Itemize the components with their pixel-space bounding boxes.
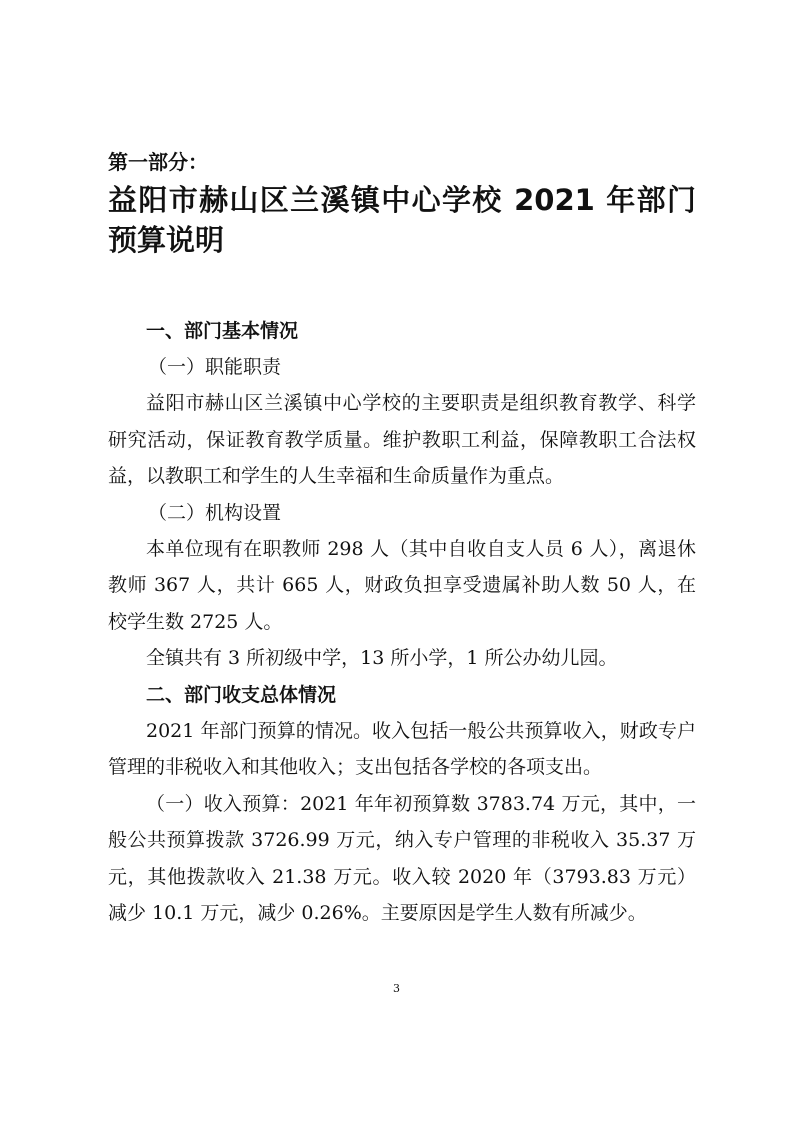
document-body: [108, 148, 696, 932]
schools-paragraph: 全镇共有 3 所初级中学，13 所小学，1 所公办幼儿园。: [146, 647, 618, 669]
section-1-sub-2-heading: （二）机构设置: [148, 501, 282, 524]
document-title: 益阳市赫山区兰溪镇中心学校 2021 年部门预算说明: [108, 183, 696, 257]
income-budget-paragraph: （一）收入预算：2021 年年初预算数 3783.74 万元，其中，一般公共预算拨款 3726.99 万元，纳入专户管理的非税收入 35.37 万元，其他拨款收入 21.38 万元。收入较 2020 年（3793.83 万元）减少 10.1 万元，减少 0.26%。主要原因是学生人数有所减少。: [108, 792, 696, 924]
title-spacer: [108, 260, 696, 313]
part-label: 第一部分：: [108, 150, 208, 174]
section-1-sub-1-heading: （一）职能职责: [148, 356, 282, 378]
page-number: 3: [393, 982, 400, 995]
section-2-heading: 二、部门收支总体情况: [146, 683, 337, 706]
duties-paragraph: 益阳市赫山区兰溪镇中心学校的主要职责是组织教育教学、科学研究活动，保证教育教学质量。维护教职工利益，保障教职工合法权益，以教职工和学生的人生幸福和生命质量作为重点。: [108, 392, 696, 487]
staff-paragraph: 本单位现有在职教师 298 人（其中自收自支人员 6 人），离退休教师 367 人，共计 665 人，财政负担享受遗属补助人数 50 人，在校学生数 2725 人。: [108, 537, 696, 633]
budget-overview-paragraph: 2021 年部门预算的情况。收入包括一般公共预算收入，财政专户管理的非税收入和其他收入；支出包括各学校的各项支出。: [108, 719, 696, 778]
section-1-heading: 一、部门基本情况: [146, 320, 299, 342]
